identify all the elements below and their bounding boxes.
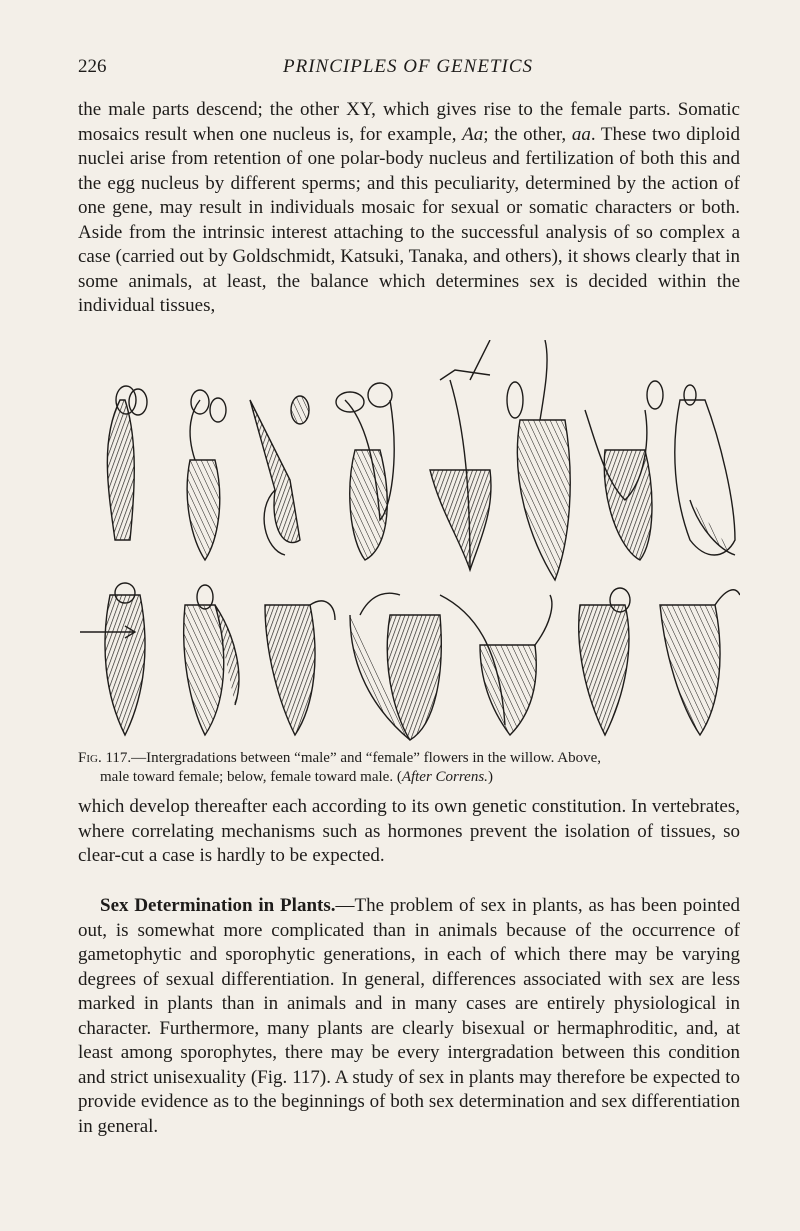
- caption-close: ): [487, 769, 493, 785]
- caption-line2-wrap: [78, 768, 740, 787]
- paragraph1-mid: ; the other,: [483, 123, 572, 145]
- paragraph1-rest: . These two diploid nuclei arise from retention of one polar-body nucleus and fertilization of both this and the egg nucleus by different sperms; and this peculiarity, determined by the action of one gene, may result in individuals mosaic for sexual or somatic characters or both. Aside from the intrinsic interest attaching to the successful analysis of so complex a case (carried out by Goldschmidt, Katsuki, Tanaka, and others), it shows clearly that in some animals, at least, the balance which determines sex is decided within the individual tissues,: [78, 123, 740, 316]
- page-header: [78, 56, 738, 80]
- upper-row-flowers: [80, 340, 735, 638]
- caption-label: Fig. 117.: [78, 750, 132, 766]
- caption-line2: male toward female; below, female toward male. (: [100, 769, 402, 785]
- paragraph-continuation: which develop thereafter each according to its own genetic constitution. In vertebrates, where correlating mechanisms such as hormones prevent the isolation of tissues, so clear-cut a case is hardly to be expected.: [78, 796, 740, 866]
- caption-credit: After Correns.: [401, 769, 488, 785]
- willow-flower-illustration: [80, 340, 740, 745]
- section-heading: Sex Determination in Plants.: [100, 895, 336, 916]
- figure-willow-flowers: [80, 340, 740, 765]
- section-body: —The problem of sex in plants, as has been pointed out, is somewhat more complicated than in animals because of the occurrence of gametophytic and sporophytic generations, in each of which there may be varying degrees of sexual differentiation. In general, differences associated with sex are less marked in plants than in animals and in many cases are entirely physiological in character. Furthermore, many plants are clearly bisexual or hermaphroditic, and, at least among sporophytes, there may be every intergradation between this condition and strict unisexuality (Fig. 117). A study of sex in plants may therefore be expected to provide evidence as to the beginnings of both sex determination and sex differentiation in general.: [78, 895, 741, 1137]
- genotype-aa-homo: aa: [571, 123, 591, 145]
- figure-caption: [78, 749, 740, 787]
- caption-text: —Intergradations between “male” and “female” flowers in the willow. Above,: [131, 750, 601, 766]
- section-paragraph: [78, 894, 740, 1139]
- lower-row-flowers: [105, 583, 740, 740]
- paragraph1-text: the male parts descend; the other XY, which gives rise to the female parts. Somatic mosaics result when one nucleus is, for example,: [78, 99, 740, 145]
- genotype-aa-hetero: Aa: [462, 123, 484, 145]
- running-title: PRINCIPLES OF GENETICS: [283, 56, 533, 77]
- page-number: 226: [78, 56, 107, 77]
- paragraph-continued: [78, 98, 740, 319]
